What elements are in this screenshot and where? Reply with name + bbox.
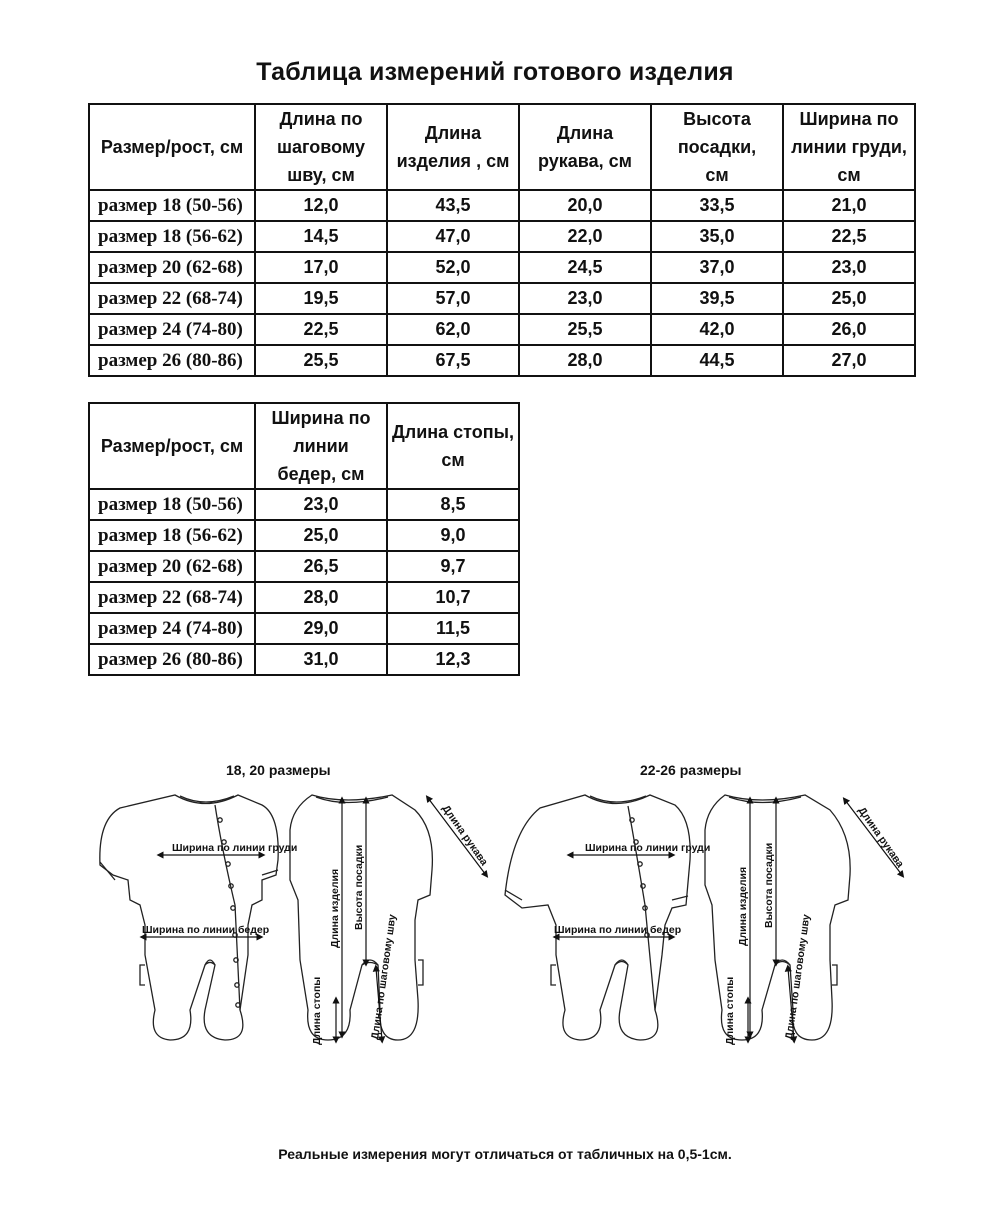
measurement-cell: 23,0: [255, 489, 387, 520]
measurement-cell: 28,0: [255, 582, 387, 613]
measurement-cell: 17,0: [255, 252, 387, 283]
measurement-cell: 24,5: [519, 252, 651, 283]
measurement-cell: 47,0: [387, 221, 519, 252]
inseam-label-right: Длина по шаговому шву: [783, 913, 813, 1041]
measurement-cell: 33,5: [651, 190, 783, 221]
measurement-cell: 22,5: [255, 314, 387, 345]
foot-arrow-right: [724, 977, 748, 1045]
col-header-size: Размер/рост, см: [89, 104, 255, 190]
measurement-cell: 25,5: [519, 314, 651, 345]
hips-arrow-left: [142, 924, 269, 937]
measurement-cell: 31,0: [255, 644, 387, 675]
measurement-cell: 26,5: [255, 551, 387, 582]
sleeve-arrow-left: [428, 798, 490, 875]
measurement-cell: 29,0: [255, 613, 387, 644]
measurement-cell: 10,7: [387, 582, 519, 613]
size-label-cell: размер 18 (50-56): [89, 190, 255, 221]
measurement-cell: 25,0: [783, 283, 915, 314]
foot-arrow-left: [311, 977, 336, 1045]
measurement-cell: 12,0: [255, 190, 387, 221]
caption-sizes-18-20: 18, 20 размеры: [226, 762, 331, 778]
measurement-cell: 27,0: [783, 345, 915, 376]
size-label-cell: размер 20 (62-68): [89, 252, 255, 283]
measurement-cell: 12,3: [387, 644, 519, 675]
chest-arrow-left: [160, 842, 297, 855]
measurement-cell: 44,5: [651, 345, 783, 376]
hips-arrow-right: [554, 924, 681, 937]
col-header-foot: Длина стопы, см: [387, 403, 519, 489]
length-arrow-right: [737, 800, 750, 1035]
foot-label-left: Длина стопы: [311, 976, 323, 1045]
col-header-chest: Ширина по линии груди, см: [783, 104, 915, 190]
size-label-cell: размер 18 (56-62): [89, 221, 255, 252]
size-label-cell: размер 22 (68-74): [89, 283, 255, 314]
measurement-cell: 62,0: [387, 314, 519, 345]
col-header-hips: Ширина по линии бедер, см: [255, 403, 387, 489]
measurement-cell: 43,5: [387, 190, 519, 221]
measurement-cell: 52,0: [387, 252, 519, 283]
rise-arrow-right: [763, 800, 776, 963]
size-label-cell: размер 26 (80-86): [89, 644, 255, 675]
size-label-cell: размер 24 (74-80): [89, 314, 255, 345]
measurement-cell: 22,5: [783, 221, 915, 252]
sleeve-label-left: Длина рукава: [439, 802, 491, 868]
size-label-cell: размер 20 (62-68): [89, 551, 255, 582]
measurement-cell: 39,5: [651, 283, 783, 314]
inseam-label-left: Длина по шаговому шву: [369, 913, 399, 1041]
measurement-cell: 19,5: [255, 283, 387, 314]
page-title: Таблица измерений готового изделия: [256, 58, 734, 86]
size-label-cell: размер 24 (74-80): [89, 613, 255, 644]
length-label-right: Длина изделия: [737, 866, 749, 946]
footnote: Реальные измерения могут отличаться от табличных на 0,5-1см.: [278, 1146, 732, 1162]
col-header-rise: Высота посадки, см: [651, 104, 783, 190]
measurement-cell: 25,0: [255, 520, 387, 551]
col-header-inseam: Длина по шаговому шву, см: [255, 104, 387, 190]
col-header-sleeve: Длина рукава, см: [519, 104, 651, 190]
sleepsuit-front-right: [505, 795, 690, 1040]
measurement-cell: 9,0: [387, 520, 519, 551]
size-label-cell: размер 26 (80-86): [89, 345, 255, 376]
measurement-cell: 23,0: [519, 283, 651, 314]
measurement-cell: 26,0: [783, 314, 915, 345]
foot-label-right: Длина стопы: [724, 976, 736, 1045]
size-label-cell: размер 22 (68-74): [89, 582, 255, 613]
measurement-cell: 28,0: [519, 345, 651, 376]
sleeve-arrow-right: [845, 800, 906, 875]
inseam-arrow-left: [369, 913, 398, 1040]
rise-arrow-left: [353, 800, 366, 963]
measurement-cell: 57,0: [387, 283, 519, 314]
sleeve-label-right: Длина рукава: [855, 804, 907, 870]
chest-arrow-right: [570, 842, 710, 855]
measurement-cell: 37,0: [651, 252, 783, 283]
rise-label-left: Высота посадки: [353, 844, 365, 930]
length-arrow-left: [329, 800, 342, 1035]
chest-label-left: Ширина по линии груди: [172, 842, 298, 854]
measurement-cell: 20,0: [519, 190, 651, 221]
measurement-cell: 23,0: [783, 252, 915, 283]
col-header-size: Размер/рост, см: [89, 403, 255, 489]
measurement-cell: 9,7: [387, 551, 519, 582]
inseam-arrow-right: [783, 913, 812, 1040]
rise-label-right: Высота посадки: [763, 842, 775, 928]
col-header-length: Длина изделия , см: [387, 104, 519, 190]
measurement-cell: 67,5: [387, 345, 519, 376]
measurement-cell: 14,5: [255, 221, 387, 252]
length-label-left: Длина изделия: [329, 868, 341, 948]
sleepsuit-front-left: [100, 795, 278, 1040]
measurement-cell: 42,0: [651, 314, 783, 345]
measurement-cell: 8,5: [387, 489, 519, 520]
hips-label-right: Ширина по линии бедер: [554, 924, 682, 936]
measurement-cell: 25,5: [255, 345, 387, 376]
size-label-cell: размер 18 (56-62): [89, 520, 255, 551]
measurement-cell: 35,0: [651, 221, 783, 252]
chest-label-right: Ширина по линии груди: [585, 842, 711, 854]
hips-label-left: Ширина по линии бедер: [142, 924, 270, 936]
size-label-cell: размер 18 (50-56): [89, 489, 255, 520]
caption-sizes-22-26: 22-26 размеры: [640, 762, 742, 778]
measurement-cell: 22,0: [519, 221, 651, 252]
measurement-cell: 21,0: [783, 190, 915, 221]
measurement-cell: 11,5: [387, 613, 519, 644]
